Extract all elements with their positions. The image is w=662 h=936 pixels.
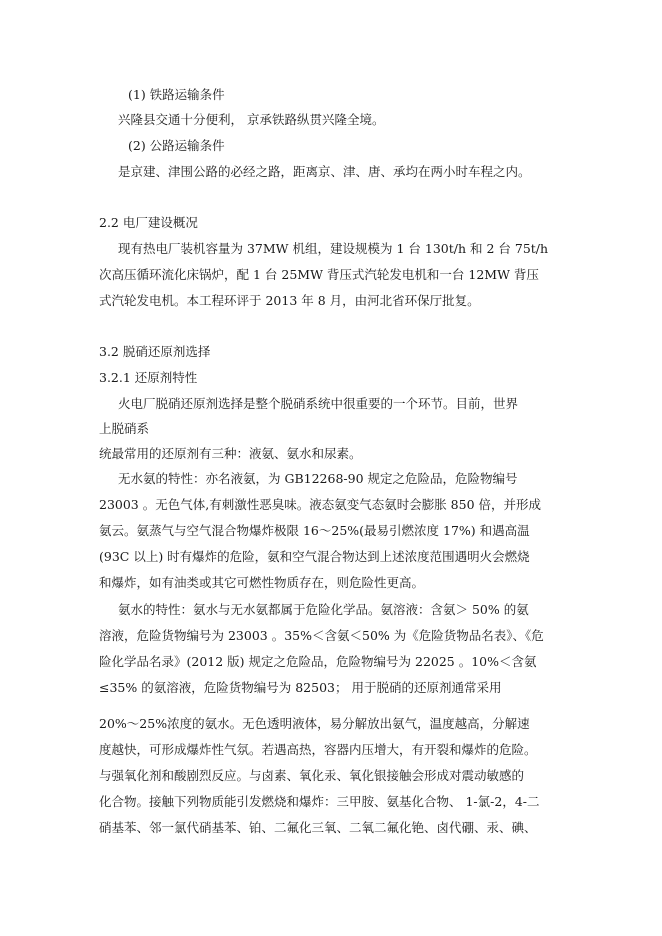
aqueous-ammonia-line-3: 险化学品名录》(2012 版) 规定之危险品，危险物编号为 22025 。10%＜含氨 xyxy=(99,654,537,669)
road-transport-title: (2) 公路运输条件 xyxy=(128,138,225,153)
aqueous-ammonia-line-1: 氨水的特性：氨水与无水氨都属于危险化学品。氨溶液：含氨＞ 50% 的氨 xyxy=(118,602,529,617)
aqueous-ammonia-line-5: 20%～25%浓度的氨水。无色透明液体，易分解放出氨气，温度越高，分解速 xyxy=(99,716,530,731)
plant-overview-line-1: 现有热电厂装机容量为 37MW 机组，建设规模为 1 台 130t/h 和 2 台 75t/h xyxy=(118,241,549,256)
rail-transport-text: 兴隆县交通十分便利， 京承铁路纵贯兴隆全境。 xyxy=(118,112,385,127)
aqueous-ammonia-line-9: 硝基苯、邻一氯代硝基苯、铂、二氟化三氧、二氧二氟化铯、卤代硼、汞、碘、 xyxy=(99,820,537,835)
aqueous-ammonia-line-7: 与强氧化剂和酸剧烈反应。与卤素、氧化汞、氧化银接触会形成对震动敏感的 xyxy=(99,768,525,783)
aqueous-ammonia-line-4: ≤35% 的氨溶液，危险货物编号为 82503； 用于脱硝的还原剂通常采用 xyxy=(99,680,502,695)
section-3-2-heading: 3.2 脱硝还原剂选择 xyxy=(99,344,211,359)
anhydrous-ammonia-line-4: (93C 以上) 时有爆炸的危险，氨和空气混合物达到上述浓度范围遇明火会燃烧 xyxy=(99,549,530,564)
anhydrous-ammonia-line-3: 氨云。氨蒸气与空气混合物爆炸极限 16～25%(最易引燃浓度 17%) 和遇高温 xyxy=(99,523,530,538)
anhydrous-ammonia-line-2: 23003 。无色气体,有刺激性恶臭味。液态氨变气态氨时会膨胀 850 倍，并形成 xyxy=(99,497,542,512)
anhydrous-ammonia-line-5: 和爆炸，如有油类或其它可燃性物质存在，则危险性更高。 xyxy=(99,575,425,590)
reductant-intro-line-3: 统最常用的还原剂有三种：液氨、氨水和尿素。 xyxy=(99,446,362,461)
reductant-intro-line-1: 火电厂脱硝还原剂选择是整个脱硝系统中很重要的一个环节。目前，世界 xyxy=(118,396,519,411)
road-transport-text: 是京建、津围公路的必经之路，距离京、津、唐、承均在两小时车程之内。 xyxy=(118,164,531,179)
section-3-2-1-heading: 3.2.1 还原剂特性 xyxy=(99,370,198,385)
aqueous-ammonia-line-8: 化合物。接触下列物质能引发燃烧和爆炸：三甲胺、氨基化合物、 1-氯-2，4-二 xyxy=(99,794,540,809)
aqueous-ammonia-line-6: 度越快，可形成爆炸性气氛。若遇高热，容器内压增大，有开裂和爆炸的危险。 xyxy=(99,742,537,757)
reductant-intro-line-2: 上脱硝系 xyxy=(99,421,150,436)
rail-transport-title: (1) 铁路运输条件 xyxy=(128,87,225,102)
plant-overview-line-2: 次高压循环流化床锅炉，配 1 台 25MW 背压式汽轮发电机和一台 12MW 背压 xyxy=(99,267,539,282)
aqueous-ammonia-line-2: 溶液，危险货物编号为 23003 。35%＜含氨＜50% 为《危险货物品名表》、《危 xyxy=(99,628,544,643)
section-2-2-heading: 2.2 电厂建设概况 xyxy=(99,215,198,230)
plant-overview-line-3: 式汽轮发电机。本工程环评于 2013 年 8 月，由河北省环保厅批复。 xyxy=(99,293,480,308)
anhydrous-ammonia-line-1: 无水氨的特性：亦名液氨，为 GB12268-90 规定之危险品，危险物编号 xyxy=(118,471,518,486)
